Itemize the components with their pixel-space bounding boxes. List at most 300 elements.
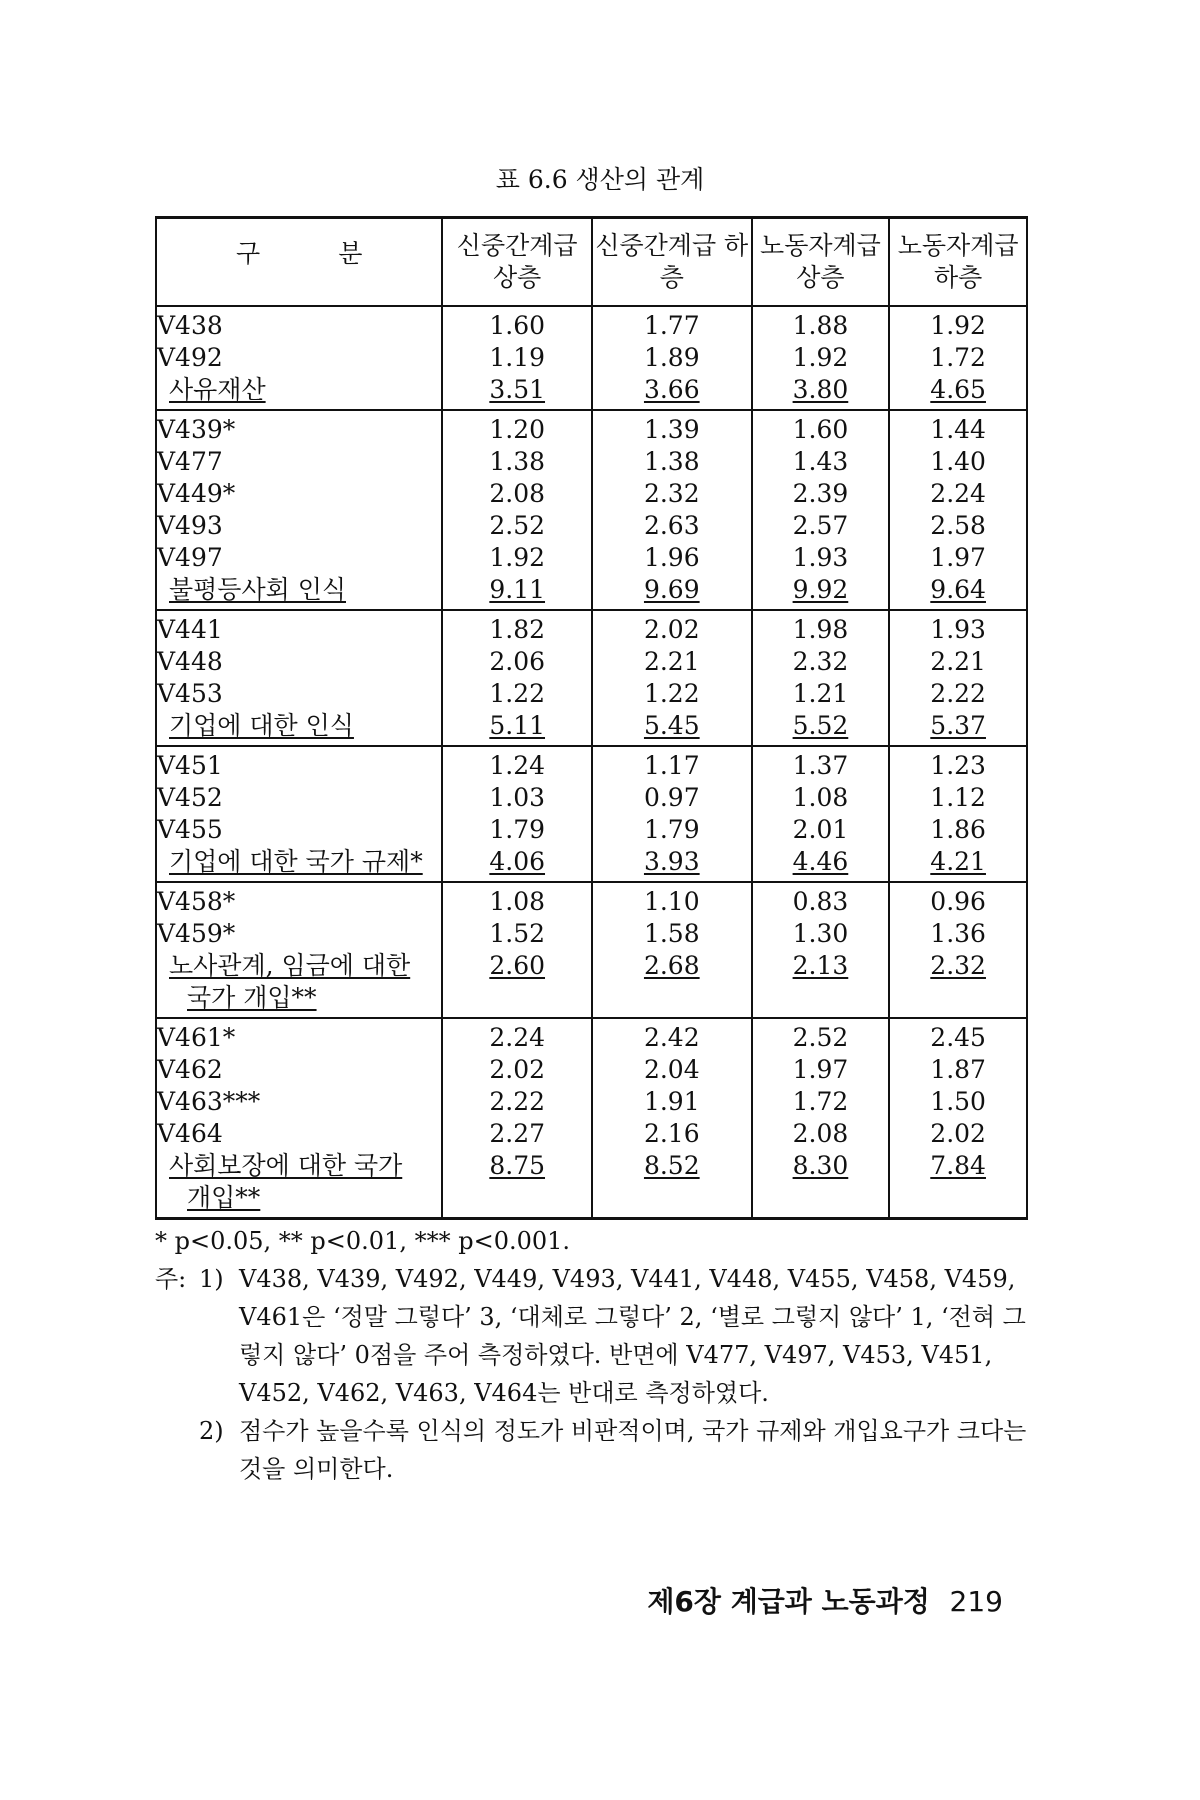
cell-value: 1.40 bbox=[930, 447, 986, 476]
row-label-text: V459* bbox=[157, 919, 236, 948]
row-label-text: V449* bbox=[157, 479, 236, 508]
cell-value: 1.22 bbox=[489, 679, 546, 708]
row-label bbox=[156, 882, 442, 918]
cell-value: 1.92 bbox=[930, 311, 986, 340]
cell-value: 2.57 bbox=[792, 511, 849, 540]
row-label-text: V452 bbox=[157, 783, 223, 812]
table-cell bbox=[752, 678, 890, 710]
table-cell bbox=[752, 1150, 890, 1219]
row-label-text: V497 bbox=[157, 543, 223, 572]
row-label bbox=[156, 918, 442, 950]
table-cell bbox=[752, 950, 890, 1018]
cell-value: 1.44 bbox=[930, 415, 986, 444]
table-cell bbox=[592, 782, 752, 814]
cell-value: 2.45 bbox=[930, 1023, 986, 1052]
table-row bbox=[156, 342, 1027, 374]
cell-value: 1.97 bbox=[930, 543, 986, 572]
cell-value: 1.37 bbox=[792, 751, 849, 780]
table-cell bbox=[592, 918, 752, 950]
table-row bbox=[156, 814, 1027, 846]
table-cell bbox=[889, 746, 1027, 782]
table-cell bbox=[442, 950, 592, 1018]
cell-value: 8.75 bbox=[489, 1151, 546, 1180]
cell-value: 1.79 bbox=[643, 815, 700, 844]
cell-value: 1.93 bbox=[792, 543, 849, 572]
cell-value: 1.72 bbox=[792, 1087, 849, 1116]
table-cell bbox=[592, 1118, 752, 1150]
row-label-text: V462 bbox=[157, 1055, 223, 1084]
row-label-text: V453 bbox=[157, 679, 223, 708]
table-cell bbox=[442, 646, 592, 678]
cell-value: 2.22 bbox=[930, 679, 986, 708]
table-row bbox=[156, 306, 1027, 342]
table-cell bbox=[889, 646, 1027, 678]
cell-value: 1.88 bbox=[792, 311, 849, 340]
header-col-4: 노동자계급 하층 bbox=[889, 218, 1027, 307]
cell-value: 1.82 bbox=[489, 615, 546, 644]
cell-value: 2.01 bbox=[792, 815, 849, 844]
row-label-text: V441 bbox=[157, 615, 223, 644]
table-cell bbox=[592, 542, 752, 574]
table-row bbox=[156, 950, 1027, 1018]
cell-value: 1.24 bbox=[489, 751, 546, 780]
table-cell bbox=[442, 342, 592, 374]
row-label bbox=[156, 542, 442, 574]
table-cell bbox=[442, 710, 592, 746]
table-group bbox=[156, 306, 1027, 410]
table-cell bbox=[752, 306, 890, 342]
cell-value: 1.92 bbox=[489, 543, 546, 572]
cell-value: 1.60 bbox=[489, 311, 546, 340]
table-row bbox=[156, 574, 1027, 610]
cell-value: 2.08 bbox=[792, 1119, 849, 1148]
row-label-text: 사회보장에 대한 국가 bbox=[169, 1151, 403, 1180]
table-row bbox=[156, 610, 1027, 646]
table-cell bbox=[442, 542, 592, 574]
cell-value: 5.52 bbox=[792, 711, 849, 740]
table-row bbox=[156, 1018, 1027, 1054]
cell-value: 2.02 bbox=[489, 1055, 546, 1084]
cell-value: 2.68 bbox=[643, 951, 700, 980]
row-label bbox=[156, 610, 442, 646]
header-category bbox=[156, 218, 442, 307]
table-cell bbox=[752, 846, 890, 882]
cell-value: 1.12 bbox=[930, 783, 986, 812]
table-row bbox=[156, 542, 1027, 574]
row-label-text: V493 bbox=[157, 511, 223, 540]
cell-value: 9.11 bbox=[489, 575, 546, 604]
cell-value: 1.91 bbox=[643, 1087, 700, 1116]
table-group bbox=[156, 882, 1027, 1018]
table-cell bbox=[889, 710, 1027, 746]
table-cell bbox=[889, 574, 1027, 610]
table-cell bbox=[889, 1086, 1027, 1118]
cell-value: 1.93 bbox=[930, 615, 986, 644]
table-cell bbox=[752, 574, 890, 610]
table-cell bbox=[752, 542, 890, 574]
table-group bbox=[156, 610, 1027, 746]
table-cell bbox=[442, 746, 592, 782]
cell-value: 3.80 bbox=[792, 375, 849, 404]
table-cell bbox=[592, 1018, 752, 1054]
table-cell bbox=[442, 1118, 592, 1150]
cell-value: 2.42 bbox=[643, 1023, 700, 1052]
row-label-text: 기업에 대한 인식 bbox=[169, 711, 354, 740]
cell-value: 3.66 bbox=[643, 375, 700, 404]
cell-value: 2.32 bbox=[643, 479, 700, 508]
header-col-1: 신중간계급 상층 bbox=[442, 218, 592, 307]
cell-value: 2.24 bbox=[489, 1023, 546, 1052]
cell-value: 2.21 bbox=[930, 647, 986, 676]
cell-value: 8.52 bbox=[643, 1151, 700, 1180]
cell-value: 2.21 bbox=[643, 647, 700, 676]
table-cell bbox=[752, 410, 890, 446]
cell-value: 8.30 bbox=[792, 1151, 849, 1180]
table-group bbox=[156, 1018, 1027, 1219]
cell-value: 1.79 bbox=[489, 815, 546, 844]
table-cell bbox=[889, 306, 1027, 342]
table-cell bbox=[752, 882, 890, 918]
table-cell bbox=[752, 1054, 890, 1086]
table-cell bbox=[752, 782, 890, 814]
table-cell bbox=[889, 610, 1027, 646]
row-label-text: V458* bbox=[157, 887, 236, 916]
table-row bbox=[156, 1086, 1027, 1118]
table-cell bbox=[889, 814, 1027, 846]
table-cell bbox=[889, 478, 1027, 510]
cell-value: 1.58 bbox=[643, 919, 700, 948]
cell-value: 1.96 bbox=[643, 543, 700, 572]
table-cell bbox=[592, 882, 752, 918]
row-label-text: V455 bbox=[157, 815, 223, 844]
table-cell bbox=[889, 950, 1027, 1018]
row-label-text: V451 bbox=[157, 751, 223, 780]
table-cell bbox=[752, 478, 890, 510]
table-cell bbox=[442, 410, 592, 446]
table-row bbox=[156, 710, 1027, 746]
table-header-row bbox=[156, 218, 1027, 307]
cell-value: 1.97 bbox=[792, 1055, 849, 1084]
table-cell bbox=[752, 1118, 890, 1150]
table-cell bbox=[442, 678, 592, 710]
row-subtotal-label bbox=[156, 574, 442, 610]
table-cell bbox=[889, 510, 1027, 542]
table-cell bbox=[752, 1086, 890, 1118]
table-cell bbox=[752, 1018, 890, 1054]
cell-value: 2.52 bbox=[792, 1023, 849, 1052]
cell-value: 1.22 bbox=[643, 679, 700, 708]
table-row bbox=[156, 478, 1027, 510]
table-group bbox=[156, 410, 1027, 610]
table-cell bbox=[752, 446, 890, 478]
cell-value: 1.21 bbox=[792, 679, 849, 708]
table-cell bbox=[889, 342, 1027, 374]
cell-value: 2.16 bbox=[643, 1119, 700, 1148]
table-row bbox=[156, 646, 1027, 678]
table-cell bbox=[592, 478, 752, 510]
table-row bbox=[156, 1118, 1027, 1150]
page-footer bbox=[0, 1580, 1003, 1620]
table-cell bbox=[889, 882, 1027, 918]
cell-value: 2.32 bbox=[930, 951, 986, 980]
cell-value: 2.60 bbox=[489, 951, 546, 980]
table-cell bbox=[889, 678, 1027, 710]
table-cell bbox=[889, 1150, 1027, 1219]
cell-value: 1.43 bbox=[792, 447, 849, 476]
header-label-left: 구 bbox=[236, 239, 261, 268]
cell-value: 1.60 bbox=[792, 415, 849, 444]
table-group bbox=[156, 746, 1027, 882]
table-cell bbox=[889, 410, 1027, 446]
table-cell bbox=[442, 478, 592, 510]
table-cell bbox=[889, 782, 1027, 814]
table-row bbox=[156, 882, 1027, 918]
cell-value: 2.13 bbox=[792, 951, 849, 980]
table-cell bbox=[592, 814, 752, 846]
row-label bbox=[156, 510, 442, 542]
table-cell bbox=[592, 1054, 752, 1086]
row-label-text: V477 bbox=[157, 447, 223, 476]
cell-value: 1.50 bbox=[930, 1087, 986, 1116]
table-cell bbox=[442, 1054, 592, 1086]
cell-value: 2.24 bbox=[930, 479, 986, 508]
row-label-text: 노사관계, 임금에 대한 bbox=[169, 951, 411, 980]
cell-value: 2.63 bbox=[643, 511, 700, 540]
table-caption: 표 6.6 생산의 관계 bbox=[495, 165, 705, 194]
cell-value: 1.17 bbox=[643, 751, 700, 780]
table-cell bbox=[442, 918, 592, 950]
table-cell bbox=[442, 446, 592, 478]
cell-value: 2.58 bbox=[930, 511, 986, 540]
row-label bbox=[156, 1118, 442, 1150]
table-row bbox=[156, 1054, 1027, 1086]
row-label bbox=[156, 446, 442, 478]
table-cell bbox=[442, 610, 592, 646]
cell-value: 9.92 bbox=[792, 575, 849, 604]
cell-value: 2.04 bbox=[643, 1055, 700, 1084]
cell-value: 1.77 bbox=[643, 311, 700, 340]
table-row bbox=[156, 746, 1027, 782]
table-cell bbox=[442, 1018, 592, 1054]
note-item bbox=[199, 1412, 1045, 1488]
note-item-text: V438, V439, V492, V449, V493, V441, V448, V455, V458, V459, V461은 ‘정말 그렇다’ 3, ‘대체로 그렇다’ 2, ‘별로 그렇지 않다’ 1, ‘전혀 그렇지 않다’ 0점을 주어 측정하였다. 반면에 V477, V497, V453, V451, V452, V462, V463, V464는 반대로 측정하였다. bbox=[239, 1265, 1026, 1407]
cell-value: 4.65 bbox=[930, 375, 986, 404]
row-label-text: V448 bbox=[157, 647, 223, 676]
table-cell bbox=[752, 374, 890, 410]
table-cell bbox=[442, 574, 592, 610]
cell-value: 1.52 bbox=[489, 919, 546, 948]
cell-value: 3.51 bbox=[489, 375, 546, 404]
cell-value: 1.08 bbox=[489, 887, 546, 916]
table-cell bbox=[889, 374, 1027, 410]
cell-value: 2.02 bbox=[643, 615, 700, 644]
row-label bbox=[156, 746, 442, 782]
cell-value: 5.37 bbox=[930, 711, 986, 740]
cell-value: 4.46 bbox=[792, 847, 849, 876]
cell-value: 1.23 bbox=[930, 751, 986, 780]
row-subtotal-label bbox=[156, 374, 442, 410]
row-label bbox=[156, 342, 442, 374]
cell-value: 9.69 bbox=[643, 575, 700, 604]
table-cell bbox=[442, 814, 592, 846]
note-key: 주: bbox=[155, 1265, 187, 1293]
cell-value: 0.83 bbox=[792, 887, 849, 916]
table-cell bbox=[752, 710, 890, 746]
table-cell bbox=[442, 510, 592, 542]
table-cell bbox=[592, 678, 752, 710]
table-cell bbox=[752, 746, 890, 782]
table-cell bbox=[442, 782, 592, 814]
cell-value: 2.27 bbox=[489, 1119, 546, 1148]
table-cell bbox=[592, 574, 752, 610]
row-label bbox=[156, 782, 442, 814]
table-row bbox=[156, 374, 1027, 410]
header-col-3: 노동자계급 상층 bbox=[752, 218, 890, 307]
cell-value: 9.64 bbox=[930, 575, 986, 604]
cell-value: 1.86 bbox=[930, 815, 986, 844]
table-row bbox=[156, 446, 1027, 478]
table-cell bbox=[752, 510, 890, 542]
chapter-title: 제6장 계급과 노동과정 bbox=[647, 1585, 930, 1618]
table-cell bbox=[752, 610, 890, 646]
cell-value: 0.97 bbox=[643, 783, 700, 812]
table-row bbox=[156, 918, 1027, 950]
header-label-right: 분 bbox=[338, 239, 363, 268]
table-cell bbox=[442, 1150, 592, 1219]
table-row bbox=[156, 782, 1027, 814]
cell-value: 2.02 bbox=[930, 1119, 986, 1148]
table-cell bbox=[752, 814, 890, 846]
cell-value: 1.72 bbox=[930, 343, 986, 372]
cell-value: 5.45 bbox=[643, 711, 700, 740]
row-label-text: V461* bbox=[157, 1023, 236, 1052]
table-cell bbox=[752, 646, 890, 678]
table-row bbox=[156, 510, 1027, 542]
table-row bbox=[156, 678, 1027, 710]
table-cell bbox=[592, 342, 752, 374]
row-label-text: V464 bbox=[157, 1119, 223, 1148]
page-number: 219 bbox=[949, 1585, 1003, 1618]
row-label bbox=[156, 1054, 442, 1086]
cell-value: 4.21 bbox=[930, 847, 986, 876]
cell-value: 4.06 bbox=[489, 847, 546, 876]
note-item-number: 1) bbox=[199, 1265, 224, 1293]
row-subtotal-label bbox=[156, 1150, 442, 1219]
cell-value: 1.10 bbox=[643, 887, 700, 916]
cell-value: 1.30 bbox=[792, 919, 849, 948]
cell-value: 2.06 bbox=[489, 647, 546, 676]
cell-value: 1.08 bbox=[792, 783, 849, 812]
row-label-text: 사유재산 bbox=[169, 375, 266, 404]
row-label bbox=[156, 678, 442, 710]
row-label-text: 기업에 대한 국가 규제* bbox=[169, 847, 423, 876]
row-label-text: V439* bbox=[157, 415, 236, 444]
cell-value: 3.93 bbox=[643, 847, 700, 876]
note-item-text: 점수가 높을수록 인식의 정도가 비판적이며, 국가 규제와 개입요구가 크다는 것을 의미한다. bbox=[239, 1417, 1027, 1483]
notes-section bbox=[155, 1222, 1045, 1488]
table-cell bbox=[592, 410, 752, 446]
table-cell bbox=[592, 846, 752, 882]
table-cell bbox=[592, 950, 752, 1018]
table-cell bbox=[442, 306, 592, 342]
table-cell bbox=[889, 542, 1027, 574]
row-label-text-line2: 국가 개입** bbox=[187, 983, 317, 1012]
cell-value: 7.84 bbox=[930, 1151, 986, 1180]
table-cell bbox=[889, 1018, 1027, 1054]
table-cell bbox=[592, 710, 752, 746]
cell-value: 1.20 bbox=[489, 415, 546, 444]
cell-value: 1.36 bbox=[930, 919, 986, 948]
table-cell bbox=[752, 342, 890, 374]
cell-value: 1.39 bbox=[643, 415, 700, 444]
table-cell bbox=[592, 374, 752, 410]
cell-value: 0.96 bbox=[930, 887, 986, 916]
cell-value: 5.11 bbox=[489, 711, 546, 740]
cell-value: 1.03 bbox=[489, 783, 546, 812]
header-col-2: 신중간계급 하층 bbox=[592, 218, 752, 307]
row-label-text: V463*** bbox=[157, 1087, 261, 1116]
table-cell bbox=[752, 918, 890, 950]
cell-value: 1.38 bbox=[489, 447, 546, 476]
table-cell bbox=[889, 1118, 1027, 1150]
cell-value: 2.08 bbox=[489, 479, 546, 508]
cell-value: 2.39 bbox=[792, 479, 849, 508]
table-cell bbox=[592, 746, 752, 782]
cell-value: 1.98 bbox=[792, 615, 849, 644]
cell-value: 1.38 bbox=[643, 447, 700, 476]
table-cell bbox=[442, 846, 592, 882]
cell-value: 1.87 bbox=[930, 1055, 986, 1084]
cell-value: 2.32 bbox=[792, 647, 849, 676]
note-item bbox=[199, 1260, 1045, 1412]
row-label bbox=[156, 1086, 442, 1118]
row-label bbox=[156, 814, 442, 846]
row-label bbox=[156, 478, 442, 510]
table-row bbox=[156, 1150, 1027, 1219]
table-row bbox=[156, 846, 1027, 882]
cell-value: 1.19 bbox=[489, 343, 546, 372]
table-cell bbox=[442, 374, 592, 410]
cell-value: 2.52 bbox=[489, 511, 546, 540]
table-cell bbox=[592, 306, 752, 342]
row-label-text: 불평등사회 인식 bbox=[169, 575, 346, 604]
table-cell bbox=[442, 882, 592, 918]
row-label bbox=[156, 306, 442, 342]
row-subtotal-label bbox=[156, 846, 442, 882]
table-cell bbox=[592, 1150, 752, 1219]
table-cell bbox=[889, 918, 1027, 950]
row-label bbox=[156, 646, 442, 678]
cell-value: 2.22 bbox=[489, 1087, 546, 1116]
data-table bbox=[155, 216, 1028, 1220]
row-subtotal-label bbox=[156, 950, 442, 1018]
table-cell bbox=[592, 1086, 752, 1118]
table-cell bbox=[592, 610, 752, 646]
table-cell bbox=[889, 446, 1027, 478]
cell-value: 1.89 bbox=[643, 343, 700, 372]
note-item-number: 2) bbox=[199, 1417, 224, 1445]
table-cell bbox=[592, 446, 752, 478]
table-cell bbox=[592, 646, 752, 678]
table-cell bbox=[592, 510, 752, 542]
cell-value: 1.92 bbox=[792, 343, 849, 372]
row-label-text: V492 bbox=[157, 343, 223, 372]
row-label-text: V438 bbox=[157, 311, 223, 340]
row-label-text-line2: 개입** bbox=[187, 1183, 261, 1212]
table-cell bbox=[889, 1054, 1027, 1086]
row-label bbox=[156, 1018, 442, 1054]
row-label bbox=[156, 410, 442, 446]
